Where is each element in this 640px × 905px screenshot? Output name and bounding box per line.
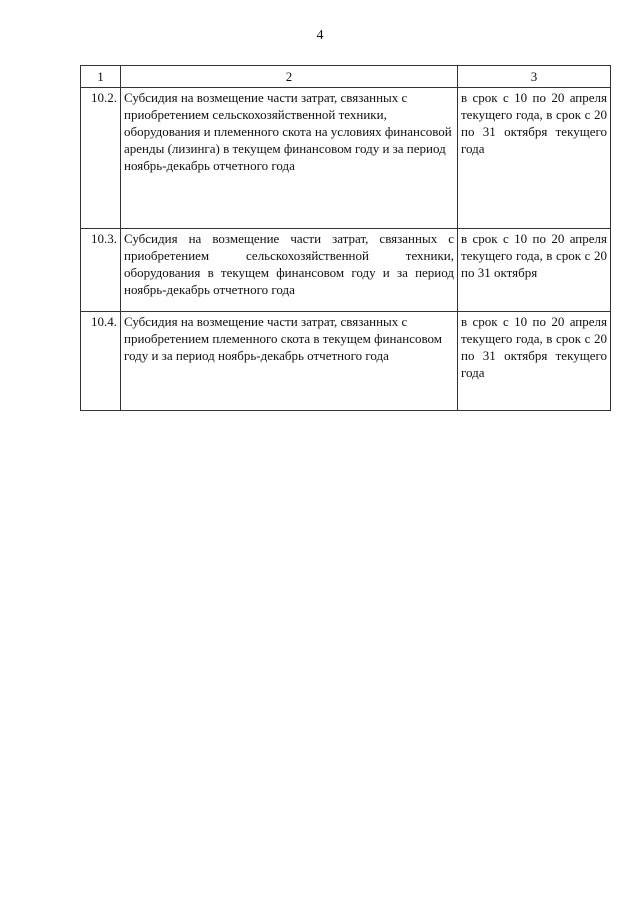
row-number: 10.3.: [81, 229, 121, 312]
page-number: 4: [316, 28, 324, 43]
row-term: в срок с 10 по 20 апреля текущего года, в срок с 20 по 31 октября текущего года: [458, 88, 611, 229]
table-row: [81, 88, 611, 229]
header-cell-3: 3: [458, 66, 611, 88]
header-cell-2: 2: [121, 66, 458, 88]
subsidy-schedule-table: [80, 65, 611, 411]
row-description: Субсидия на возмещение части затрат, связанных с приобретением сельскохозяйственной техники, оборудования в текущем финансовом году и за период ноябрь-декабрь отчетного года: [121, 229, 458, 312]
row-description: Субсидия на возмещение части затрат, связанных с приобретением племенного скота в текущем финансовом году и за период ноябрь-декабрь отчетного года: [121, 312, 458, 411]
table-row: [81, 229, 611, 312]
header-cell-1: 1: [81, 66, 121, 88]
row-description: Субсидия на возмещение части затрат, связанных с приобретением сельскохозяйственной техники, оборудования и племенного скота на условиях финансовой аренды (лизинга) в текущем финансовом году и за период ноябрь-декабрь отчетного года: [121, 88, 458, 229]
row-number: 10.2.: [81, 88, 121, 229]
row-term: в срок с 10 по 20 апреля текущего года, в срок с 20 по 31 октября текущего года: [458, 312, 611, 411]
row-number: 10.4.: [81, 312, 121, 411]
row-term: в срок с 10 по 20 апреля текущего года, в срок с 20 по 31 октября: [458, 229, 611, 312]
table-header-row: [81, 66, 611, 88]
table-row: [81, 312, 611, 411]
